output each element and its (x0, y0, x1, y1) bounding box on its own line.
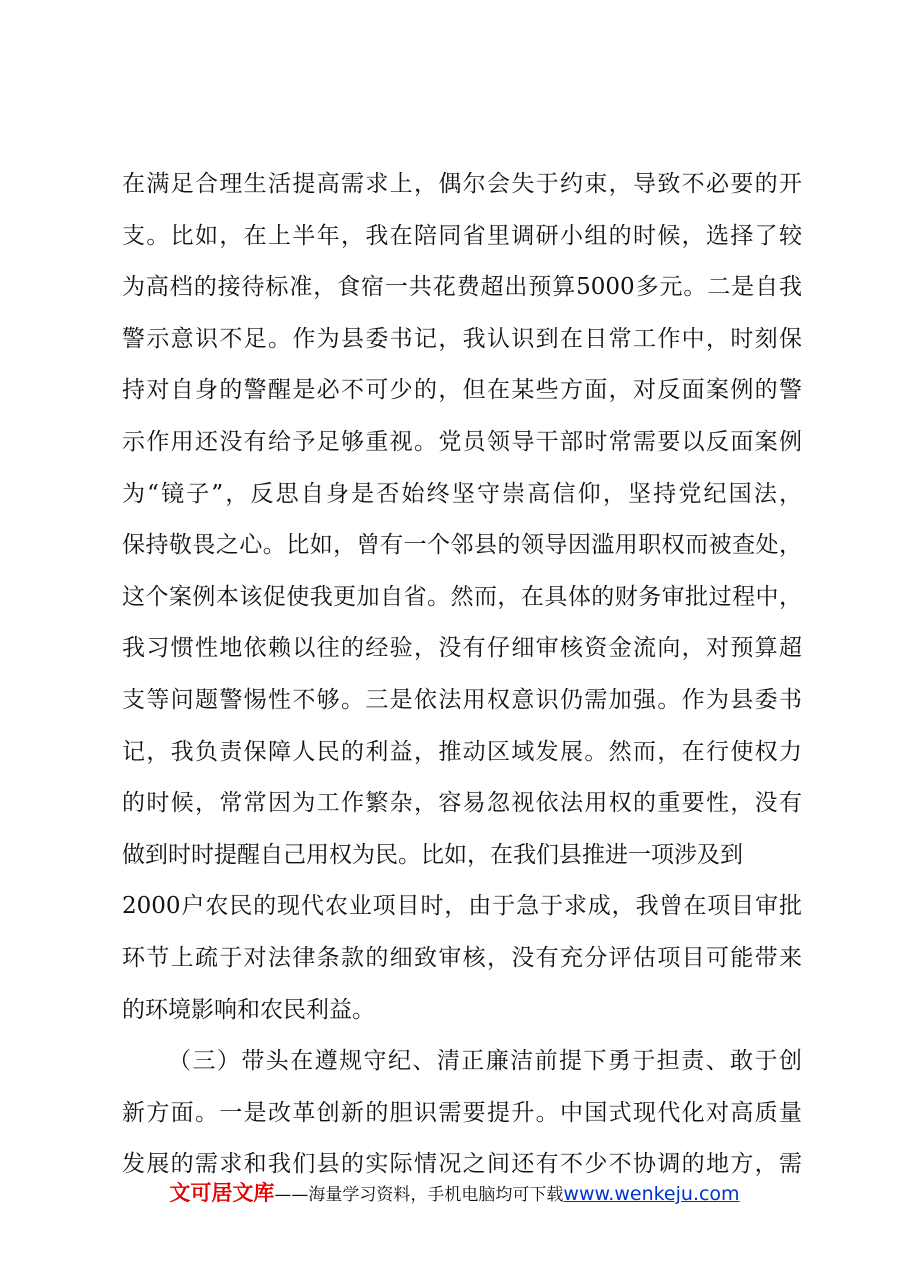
document-body (122, 159, 802, 1191)
footer-brand: 文可居文库 (169, 1181, 275, 1205)
text-line: 记，我负责保障人民的利益，推动区域发展。然而，在行使权力 (122, 738, 802, 765)
text-line: （三）带头在遵规守纪、清正廉洁前提下勇于担责、敢于创 (168, 1048, 802, 1075)
text-line: 做到时时提醒自己用权为民。比如，在我们县推进一项涉及到 (122, 841, 743, 868)
text-line: 的环境影响和农民利益。 (122, 996, 375, 1023)
text-line: 环节上疏于对法律条款的细致审核，没有充分评估项目可能带来 (122, 944, 802, 971)
text-line: 发展的需求和我们县的实际情况之间还有不少不协调的地方，需 (122, 1151, 802, 1178)
text-line: 保持敬畏之心。比如，曾有一个邻县的领导因滥用职权而被查处， (122, 532, 802, 559)
footer-site-link[interactable]: www.wenkeju.com (563, 1183, 740, 1205)
text-line: 新方面。一是改革创新的胆识需要提升。中国式现代化对高质量 (122, 1099, 802, 1126)
text-line: 为“镜子”，反思自身是否始终坚守崇高信仰，坚持党纪国法， (122, 480, 802, 507)
text-line: 支。比如，在上半年，我在陪同省里调研小组的时候，选择了较 (122, 222, 802, 249)
text-line: 我习惯性地依赖以往的经验，没有仔细审核资金流向，对预算超 (122, 635, 802, 662)
text-line: 支等问题警惕性不够。三是依法用权意识仍需加强。作为县委书 (122, 686, 802, 713)
text-line: 警示意识不足。作为县委书记，我认识到在日常工作中，时刻保 (122, 325, 802, 352)
text-line: 的时候，常常因为工作繁杂，容易忽视依法用权的重要性，没有 (122, 790, 802, 817)
text-line: 示作用还没有给予足够重视。党员领导干部时常需要以反面案例 (122, 428, 802, 455)
footer-banner (0, 1178, 909, 1210)
text-line: 在满足合理生活提高需求上，偶尔会失于约束，导致不必要的开 (122, 171, 802, 197)
text-line: 2000户农民的现代农业项目时，由于急于求成，我曾在项目审批 (122, 893, 802, 920)
text-line: 为高档的接待标准，食宿一共花费超出预算5000多元。二是自我 (122, 274, 802, 301)
footer-tagline: ——海量学习资料，手机电脑均可下载 (274, 1185, 564, 1205)
text-line: 持对自身的警醒是必不可少的，但在某些方面，对反面案例的警 (122, 377, 802, 404)
text-line: 这个案例本该促使我更加自省。然而，在具体的财务审批过程中， (122, 583, 802, 610)
